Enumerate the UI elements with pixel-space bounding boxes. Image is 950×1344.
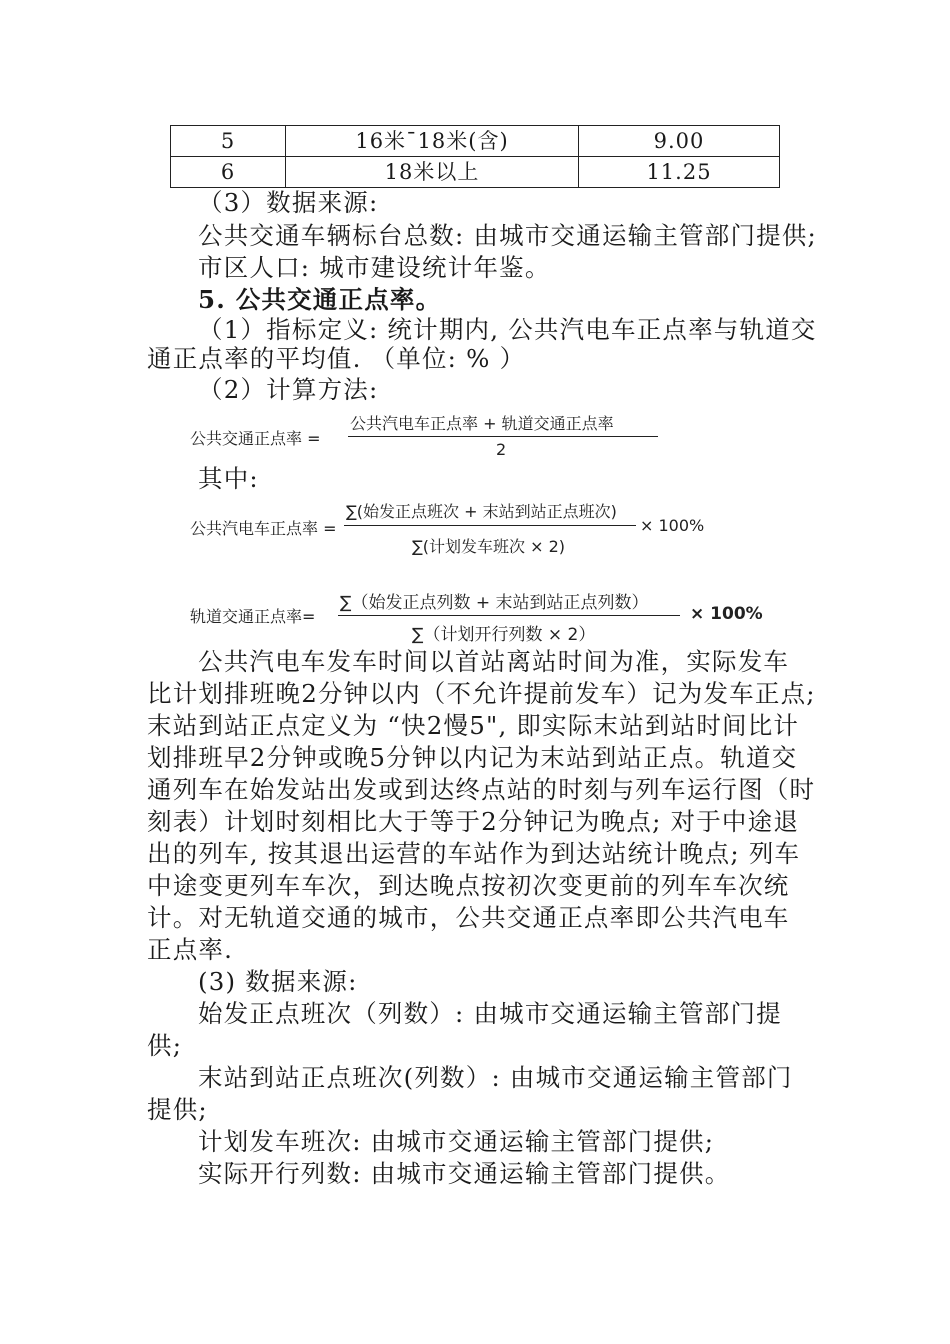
paragraph-line: 计。对无轨道交通的城市，公共交通正点率即公共汽电车: [147, 903, 790, 932]
formula-overall-punctuality: [190, 408, 670, 464]
formula-numerator: ∑（始发正点列数 + 末站到站正点列数）: [340, 593, 649, 613]
formula-lhs: 公共汽电车正点率 =: [190, 519, 337, 538]
source-item-line: 始发正点班次（列数）: 由城市交通运输主管部门提: [198, 999, 782, 1028]
where-label: 其中:: [198, 464, 259, 493]
formula-rail-punctuality: [190, 588, 770, 648]
source-item-line: 计划发车班次: 由城市交通运输主管部门提供;: [198, 1127, 715, 1156]
formula-denominator: ∑（计划开行列数 × 2）: [412, 625, 596, 645]
data-source-heading: （3）数据来源:: [198, 188, 379, 217]
table-cell-length: 18米以上: [286, 157, 579, 188]
source-item-line: 供;: [147, 1031, 183, 1060]
paragraph-line: 刻表）计划时刻相比大于等于2分钟记为晚点; 对于中途退: [147, 807, 800, 836]
source-item-line: 末站到站正点班次(列数）: 由城市交通运输主管部门: [198, 1063, 793, 1092]
table-cell-value: 9.00: [579, 126, 780, 157]
source-vehicles: 公共交通车辆标台总数: 由城市交通运输主管部门提供;: [198, 221, 817, 250]
formula-numerator: 公共汽电车正点率 + 轨道交通正点率: [350, 414, 614, 433]
paragraph-line: 出的列车, 按其退出运营的车站作为到达站统计晚点; 列车: [147, 839, 801, 868]
formula-lhs: 轨道交通正点率=: [190, 607, 316, 626]
table-cell-value: 11.25: [579, 157, 780, 188]
formula-denominator: 2: [496, 440, 507, 459]
table-row: [171, 157, 780, 188]
source-item-line: 实际开行列数: 由城市交通运输主管部门提供。: [198, 1159, 731, 1188]
definition-line-2: 通正点率的平均值. （单位: % ）: [147, 344, 526, 373]
formula-denominator: ∑(计划发车班次 × 2): [412, 537, 566, 556]
section-heading-5: 5. 公共交通正点率。: [198, 285, 442, 314]
fraction-bar: [338, 615, 680, 616]
table-cell-length: 16米ˉ18米(含): [286, 126, 579, 157]
formula-percent: × 100%: [690, 604, 763, 624]
paragraph-line: 末站到站正点定义为 “快2慢5", 即实际末站到站时间比计: [147, 711, 800, 740]
paragraph-line: 比计划排班晚2分钟以内（不允许提前发车）记为发车正点;: [147, 679, 816, 708]
table-cell-no: 5: [171, 126, 286, 157]
calc-method-heading: （2）计算方法:: [198, 375, 379, 404]
paragraph-line: 公共汽电车发车时间以首站离站时间为准，实际发车: [198, 647, 790, 676]
paragraph-line: 中途变更列车车次，到达晚点按初次变更前的列车车次统: [147, 871, 790, 900]
source-population: 市区人口: 城市建设统计年鉴。: [198, 253, 551, 282]
paragraph-line: 划排班早2分钟或晚5分钟以内记为末站到站正点。轨道交: [147, 743, 798, 772]
table-cell-no: 6: [171, 157, 286, 188]
formula-numerator: ∑(始发正点班次 + 末站到站正点班次): [346, 502, 617, 521]
fraction-bar: [348, 436, 658, 437]
definition-line-1: （1）指标定义: 统计期内, 公共汽电车正点率与轨道交: [198, 315, 817, 344]
source-item-line: 提供;: [147, 1095, 208, 1124]
formula-lhs: 公共交通正点率 =: [190, 429, 321, 448]
data-source-heading-2: (3) 数据来源:: [198, 967, 358, 996]
table-row: [171, 126, 780, 157]
fraction-bar: [344, 525, 636, 526]
paragraph-line: 正点率.: [147, 935, 234, 964]
rate-table: [170, 125, 780, 188]
formula-bus-punctuality: [190, 496, 720, 560]
paragraph-line: 通列车在始发站出发或到达终点站的时刻与列车运行图（时: [147, 775, 816, 804]
formula-percent: × 100%: [640, 516, 705, 535]
